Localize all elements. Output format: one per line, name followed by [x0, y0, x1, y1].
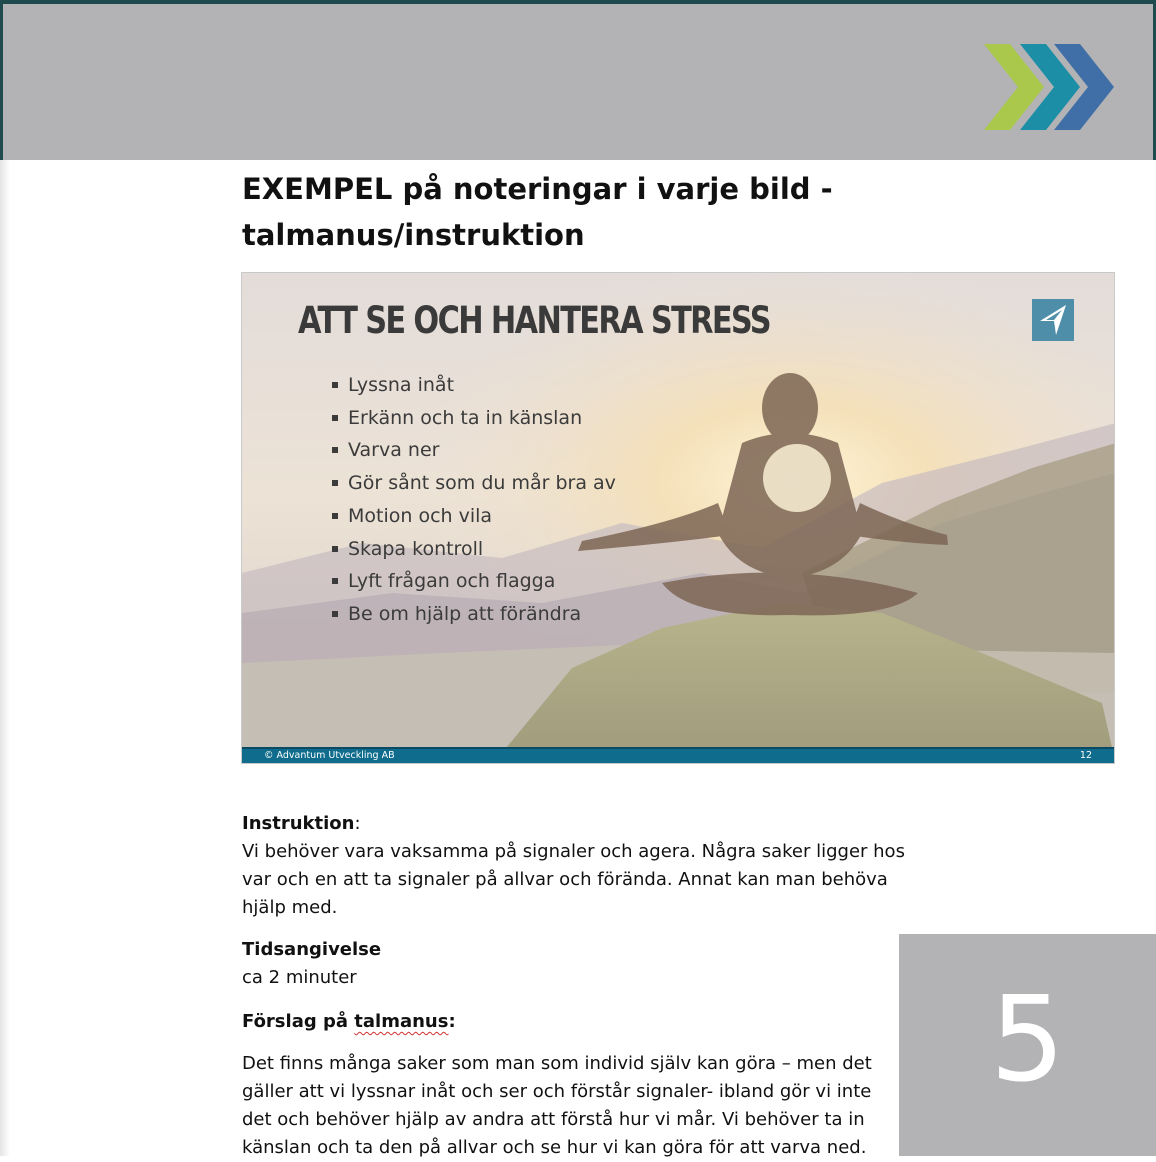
instruktion-section	[242, 810, 932, 922]
bullet-item: Varva ner	[332, 434, 616, 467]
triangle-logo-icon	[1032, 299, 1074, 341]
instruktion-heading: Instruktion:	[242, 813, 361, 834]
bullet-square-icon	[332, 382, 338, 388]
bullet-item: Gör sånt som du mår bra av	[332, 467, 616, 500]
bullet-square-icon	[332, 578, 338, 584]
spellcheck-word: talmanus	[354, 1011, 449, 1032]
talmanus-heading: Förslag på talmanus:	[242, 1011, 456, 1032]
bullet-item: Erkänn och ta in känslan	[332, 402, 616, 435]
talmanus-text: Det finns många saker som man som individ själv kan göra – men det gäller att vi lyssnar inåt och ser och förstår signaler- ibland gör vi inte det och behöver hjälp av andra att förstå hur vi mår. Vi behöver ta in känslan och ta den på allvar och se hur vi kan göra för att varva ned.	[242, 1053, 872, 1158]
slide-title: ATT SE OCH HANTERA STRESS	[298, 299, 770, 342]
instruktion-text: Vi behöver vara vaksamma på signaler och agera. Några saker ligger hos var och en att ta signaler på allvar och förända. Annat kan man behöva hjälp med.	[242, 841, 905, 918]
slide-thumbnail	[241, 272, 1115, 764]
document-title: EXEMPEL på noteringar i varje bild - talmanus/instruktion	[242, 172, 833, 252]
bullet-square-icon	[332, 513, 338, 519]
page-shadow	[0, 160, 10, 1156]
tidsangivelse-text: ca 2 minuter	[242, 967, 357, 988]
bullet-square-icon	[332, 611, 338, 617]
bullet-item: Be om hjälp att förändra	[332, 598, 616, 631]
slide-footer-bar	[242, 747, 1115, 764]
bullet-square-icon	[332, 415, 338, 421]
bullet-square-icon	[332, 480, 338, 486]
page-number: 5	[989, 970, 1066, 1108]
bullet-square-icon	[332, 546, 338, 552]
slide-footer-copyright: © Advantum Utveckling AB	[264, 750, 395, 761]
tidsangivelse-heading: Tidsangivelse	[242, 939, 382, 960]
slide-bullet-list	[332, 369, 616, 631]
bullet-item: Skapa kontroll	[332, 533, 616, 566]
triple-chevron-icon	[980, 40, 1120, 135]
bullet-square-icon	[332, 447, 338, 453]
talmanus-section	[242, 1008, 902, 1162]
bullet-item: Lyssna inåt	[332, 369, 616, 402]
bullet-item: Motion och vila	[332, 500, 616, 533]
page-number-box	[899, 934, 1156, 1156]
tidsangivelse-section	[242, 936, 932, 992]
slide-footer-page-number: 12	[1079, 750, 1092, 761]
bullet-item: Lyft frågan och flagga	[332, 565, 616, 598]
